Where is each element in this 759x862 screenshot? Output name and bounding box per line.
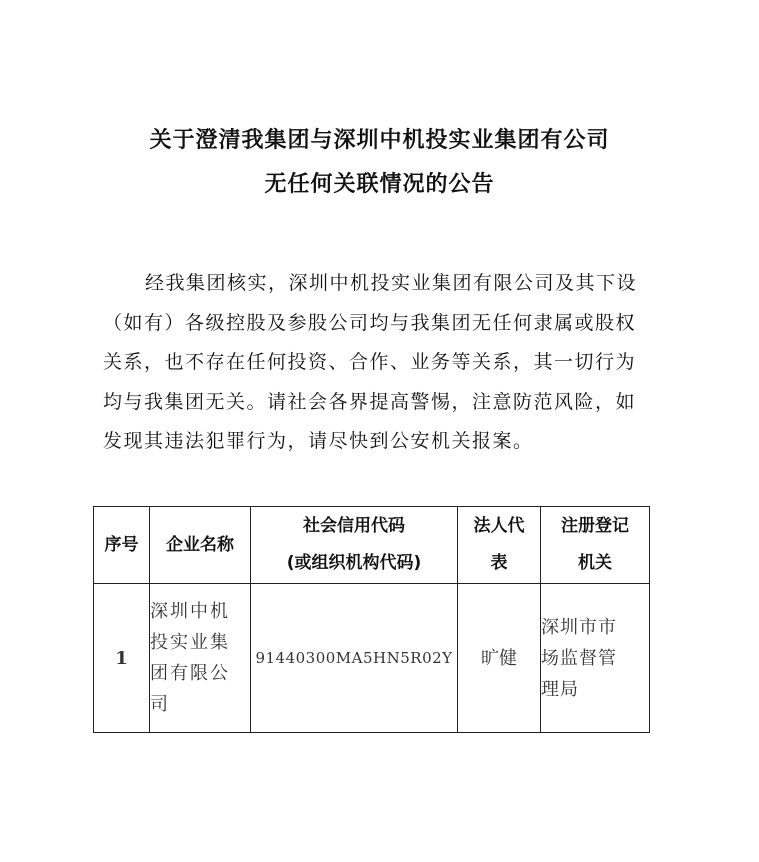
cell-company-name [150,584,251,733]
announcement-title-line2: 无任何关联情况的公告 [264,172,495,197]
table-header-row [94,507,650,584]
header-credit-code-line1: 社会信用代码 [303,516,405,536]
header-credit-code [251,507,458,584]
header-seq: 序号 [94,507,150,584]
body-line: 发现其违法犯罪行为，请尽快到公安机关报案。 [103,430,534,452]
company-name-line: 司 [150,694,170,715]
cell-legal-rep: 旷健 [458,584,541,733]
body-line: 均与我集团无关。请社会各界提高警惕，注意防范风险，如 [103,390,637,413]
header-registration-authority [541,507,650,584]
company-name-line: 投实业集 [150,632,230,653]
body-line: 经我集团核实，深圳中机投实业集团有限公司及其下设 [145,272,638,294]
header-legal-rep-line2: 表 [490,553,508,573]
header-legal-rep-line1: 法人代 [473,516,525,536]
company-name-line: 深圳中机 [150,601,230,622]
header-registration-authority-line1: 注册登记 [561,516,629,536]
cell-credit-code: 91440300MA5HN5R02Y [251,584,458,733]
authority-line: 场监督管 [541,647,617,669]
header-credit-code-line2: (或组织机构代码) [286,553,422,573]
body-line: （如有）各级控股及参股公司均与我集团无任何隶属或股权 [103,311,637,334]
body-line: 关系，也不存在任何投资、合作、业务等关系，其一切行为 [103,351,637,373]
cell-registration-authority [541,584,650,733]
header-legal-rep [458,507,541,584]
header-registration-authority-line2: 机关 [578,553,612,573]
cell-seq: 1 [94,584,150,733]
table-row [94,584,650,733]
header-name: 企业名称 [150,507,251,584]
announcement-body [103,264,659,462]
authority-line: 理局 [541,678,579,700]
company-info-table [93,506,650,733]
company-name-line: 团有限公 [150,663,230,684]
announcement-title-line1: 关于澄清我集团与深圳中机投实业集团有公司 [149,128,610,153]
authority-line: 深圳市市 [541,616,617,638]
